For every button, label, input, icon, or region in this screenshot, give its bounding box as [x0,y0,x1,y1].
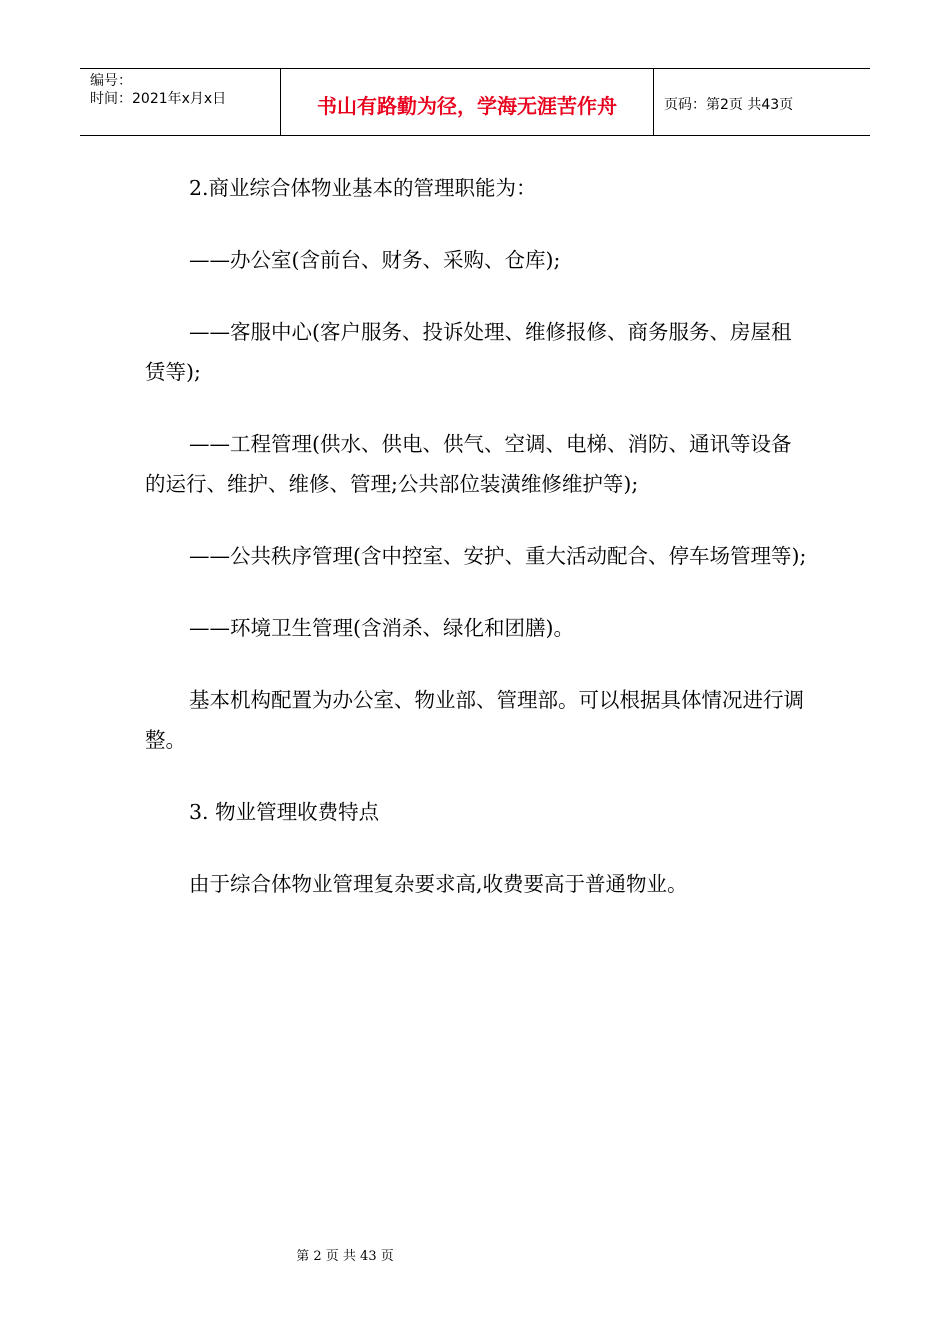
page-header [80,68,870,136]
paragraph: 基本机构配置为办公室、物业部、管理部。可以根据具体情况进行调整。 [145,688,804,752]
header-meta [80,69,281,135]
header-page-info: 页码：第2页 共43页 [664,97,794,113]
paragraph: ——公共秩序管理(含中控室、安护、重大活动配合、停车场管理等); [189,544,807,568]
paragraph: ——客服中心(客户服务、投诉处理、维修报修、商务服务、房屋租赁等); [145,320,792,384]
paragraph: 2.商业综合体物业基本的管理职能为： [189,176,537,200]
header-motto: 书山有路勤为径，学海无涯苦作舟 [281,69,654,135]
page-footer: 第 2 页 共 43 页 [296,1249,394,1264]
document-body [145,168,810,936]
paragraph: 由于综合体物业管理复杂要求高,收费要高于普通物业。 [189,872,688,896]
paragraph: ——环境卫生管理(含消杀、绿化和团膳)。 [189,616,574,640]
document-number-label: 编号： [90,73,132,89]
paragraph: 3. 物业管理收费特点 [189,800,380,824]
document-date: 时间：2021年x月x日 [90,91,227,107]
paragraph: ——办公室(含前台、财务、采购、仓库); [189,248,561,272]
paragraph: ——工程管理(供水、供电、供气、空调、电梯、消防、通讯等设备的运行、维护、维修、管理;公共部位装潢维修维护等); [145,432,792,496]
